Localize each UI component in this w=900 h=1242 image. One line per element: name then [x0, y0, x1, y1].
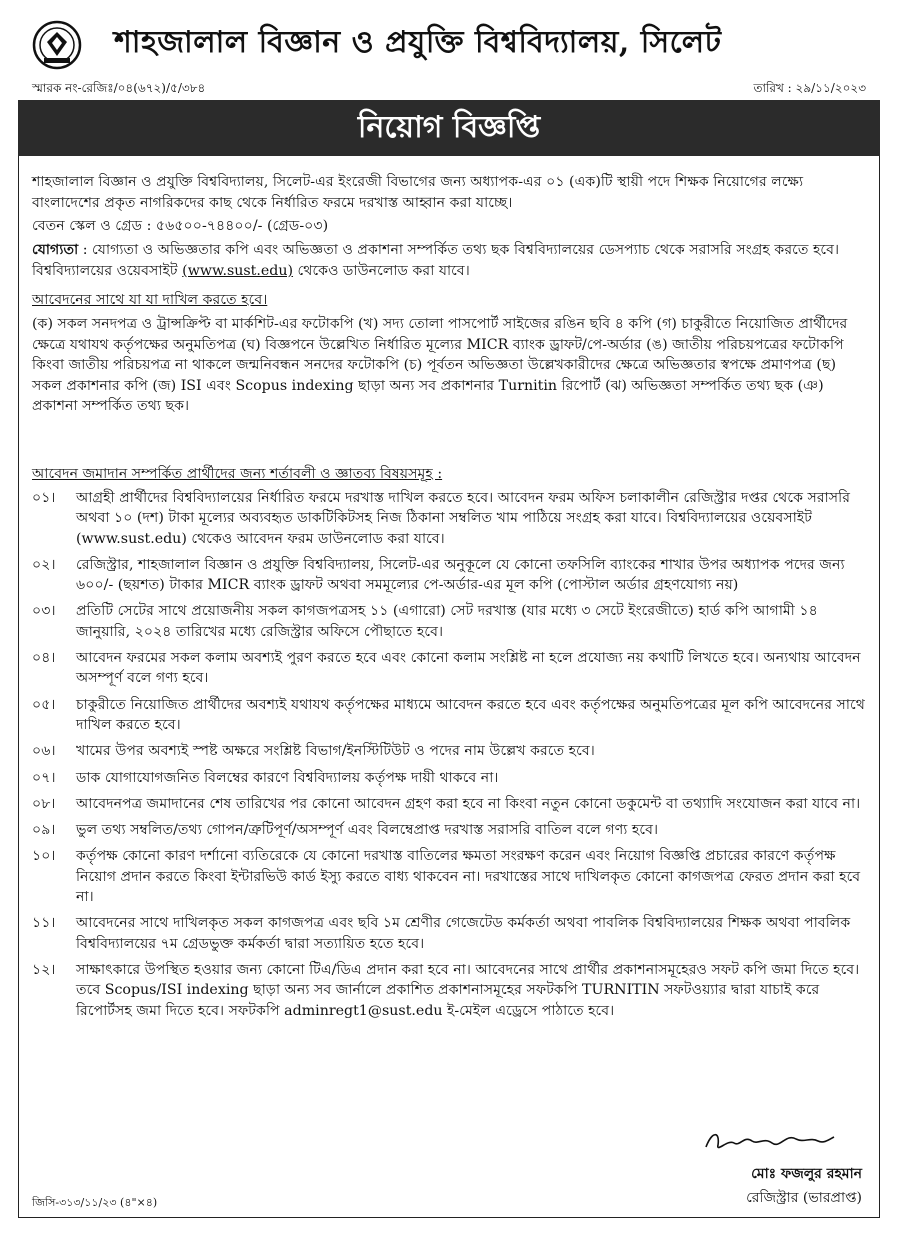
list-item: [32, 695, 868, 736]
documents-list: (ক) সকল সনদপত্র ও ট্রান্সক্রিপ্ট বা মার্কশিট-এর ফটোকপি (খ) সদ্য তোলা পাসপোর্ট সাইজের রঙিন ছবি ৪ কপি (গ) চাকুরীতে নিয়োজিত প্রার্থীদের ক্ষেত্রে যথাযথ কর্তৃপক্ষের অনুমতিপত্র (ঘ) বিজ্ঞপনে উল্লেখিত নির্ধারিত মূল্যের MICR ব্যাংক ড্রাফট/পে-অর্ডার (ঙ) জাতীয় পরিচয়পত্রের ফটোকপি কিংবা জাতীয় পরিচয়পত্র না থাকলে জন্মনিবন্ধন সনদের ফটোকপি (চ) পূর্বতন অভিজ্ঞতা উল্লেখকারীদের ক্ষেত্রে অভিজ্ঞতার স্বপক্ষে প্রমাণপত্র (ছ) সকল প্রকাশনার কপি (জ) ISI এবং Scopus indexing ছাড়া অন্য সব প্রকাশনার Turnitin রিপোর্ট (ঝ) অভিজ্ঞতা সম্পর্কিত তথ্য ছক (ঞ) প্রকাশনা সম্পর্কিত তথ্য ছক।: [32, 316, 848, 415]
qualification-text: : যোগ্যতা ও অভিজ্ঞতার কপি এবং অভিজ্ঞতা ও প্রকাশনা সম্পর্কিত তথ্য ছক বিশ্ববিদ্যালয়ের ডেসপ্যাচ থেকে সরাসরি সংগ্রহ করতে হবে। বিশ্ববিদ্যালয়ের ওয়েবসাইট: [32, 242, 840, 279]
item-text: কর্তৃপক্ষ কোনো কারণ দর্শানো ব্যতিরেকে যে কোনো দরখাস্ত বাতিলের ক্ষমতা সংরক্ষণ করেন এবং নিয়োগ বিজ্ঞপ্তি প্রচারের কারণে কর্তৃপক্ষ নিয়োগ প্রদান করতে কিংবা ইন্টারভিউ কার্ড ইস্যু করতে বাধ্য থাকবেন না। দরখাস্তের সাথে দাখিলকৃত কোনো কাগজপত্র ফেরত প্রদান করা হবে না।: [76, 848, 861, 906]
list-item: [32, 601, 868, 642]
signer-designation: রেজিস্ট্রার (ভারপ্রাপ্ত): [746, 1190, 862, 1206]
memo-reference: স্মারক নং-রেজিঃ/০৪(৬৭২)/৫/৩৮৪: [32, 81, 206, 95]
item-number: ০২।: [32, 556, 56, 573]
govt-code: জিসি-৩১৩/১১/২৩ (৪"×৪): [32, 1196, 158, 1209]
item-number: ০৭।: [32, 769, 56, 786]
item-text: প্রতিটি সেটের সাথে প্রয়োজনীয় সকল কাগজপত্রসহ ১১ (এগারো) সেট দরখাস্ত (যার মধ্যে ৩ সেটে ইংরেজীতে) হার্ড কপি আগামী ১৪ জানুয়ারি, ২০২৪ তারিখের মধ্যে রেজিস্ট্রার অফিসে পৌছাতে হবে।: [76, 603, 818, 640]
signer-name: মোঃ ফজলুর রহমান: [751, 1166, 862, 1182]
list-item: [32, 555, 868, 596]
item-number: ০৮।: [32, 795, 56, 812]
item-text: আবেদন ফরমের সকল কলাম অবশ্যই পুরণ করতে হবে এবং কোনো কলাম সংশ্লিষ্ট না হলে প্রযোজ্য নয় কথাটি লিখতে হবে। অন্যথায় আবেদন অসম্পূর্ণ বলে গণ্য হবে।: [76, 650, 861, 687]
item-text: রেজিস্ট্রার, শাহজালাল বিজ্ঞান ও প্রযুক্তি বিশ্ববিদ্যালয়, সিলেট-এর অনুকূলে যে কোনো তফসিলি ব্যাংকের শাখার উপর অধ্যাপক পদের জন্য ৬০০/- (ছয়শত) টাকার MICR ব্যাংক ড্রাফট অথবা সমমূল্যের পে-অর্ডার-এর মূল কপি (পোস্টাল অর্ডার গ্রহণযোগ্য নয়): [76, 556, 845, 594]
item-number: ১১।: [32, 915, 56, 932]
list-item: [32, 794, 868, 814]
item-number: ১০।: [32, 848, 56, 865]
item-text: ডাক যোগাযোগজনিত বিলম্বের কারণে বিশ্ববিদ্যালয় কর্তৃপক্ষ দায়ী থাকবে না।: [76, 769, 499, 786]
university-seal-icon: [32, 20, 82, 70]
item-number: ০৫।: [32, 696, 56, 713]
item-number: ০১।: [32, 490, 56, 506]
notice-title: নিয়োগ বিজ্ঞপ্তি: [18, 100, 880, 156]
list-item: [32, 913, 868, 954]
list-item: [32, 488, 868, 549]
memo-date: তারিখ : ২৯/১১/২০২৩: [753, 81, 866, 95]
documents-heading: আবেদনের সাথে যা যা দাখিল করতে হবে।: [32, 292, 268, 308]
item-text: ভুল তথ্য সম্বলিত/তথ্য গোপন/ত্রুটিপূর্ণ/অসম্পূর্ণ এবং বিলম্বেপ্রাপ্ত দরখাস্ত সরাসরি বাতিল বলে গণ্য হবে।: [76, 822, 659, 839]
item-number: ০৩।: [32, 603, 56, 620]
list-item: [32, 820, 868, 840]
intro-paragraph: শাহজালাল বিজ্ঞান ও প্রযুক্তি বিশ্ববিদ্যালয়, সিলেট-এর ইংরেজী বিভাগের জন্য অধ্যাপক-এর ০১ (এক)টি স্থায়ী পদে শিক্ষক নিয়োগের লক্ষ্যে বাংলাদেশের প্রকৃত নাগরিকদের কাছ থেকে নির্ধারিত ফরমে দরখাস্ত আহ্বান করা যাচ্ছে।: [32, 174, 804, 211]
conditions-list: [32, 488, 868, 1027]
qualification-tail: থেকেও ডাউনলোড করা যাবে।: [297, 262, 470, 279]
university-name: শাহজালাল বিজ্ঞান ও প্রযুক্তি বিশ্ববিদ্যালয়, সিলেট: [114, 25, 722, 60]
list-item: [32, 768, 868, 788]
qualification-paragraph: [32, 240, 868, 281]
item-text: চাকুরীতে নিয়োজিত প্রার্থীদের অবশ্যই যথাযথ কর্তৃপক্ষের মাধ্যমে আবেদন করতে হবে এবং কর্তৃপক্ষের অনুমতিপত্রের মূল কপি আবেদনের সাথে দাখিল করতে হবে।: [76, 696, 865, 733]
item-text: সাক্ষাৎকারে উপস্থিত হওয়ার জন্য কোনো টিএ/ডিএ প্রদান করা হবে না। আবেদনের সাথে প্রার্থীর প্রকাশনাসমূহেরও সফট কপি জমা দিতে হবে। তবে Scopus/ISI indexing ছাড়া অন্য সব জার্নালে প্রকাশিত প্রকাশনাসমূহের সফটকপি TURNITIN সফটওয়্যার দ্বারা যাচাই করে রিপোর্টসহ জমা দিতে হবে। সফটকপি adminregt1@sust.edu ই-মেইল এড্রেসে পাঠাতে হবে।: [76, 961, 860, 1019]
conditions-heading: আবেদন জমাদান সম্পর্কিত প্রার্থীদের জন্য শর্তাবলী ও জ্ঞাতব্য বিষয়সমূহ :: [32, 466, 443, 482]
item-text: আবেদনের সাথে দাখিলকৃত সকল কাগজপত্র এবং ছবি ১ম শ্রেণীর গেজেটেড কর্মকর্তা অথবা পাবলিক বিশ্ববিদ্যালয়ের শিক্ষক অথবা পাবলিক বিশ্ববিদ্যালয়ের ৭ম গ্রেডভুক্ত কর্মকর্তা দ্বারা সত্যায়িত হতে হবে।: [76, 915, 851, 952]
item-number: ০৬।: [32, 743, 56, 760]
qualification-label: যোগ্যতা: [32, 242, 79, 258]
signature: [700, 1125, 840, 1159]
list-item: [32, 648, 868, 689]
item-number: ১২।: [32, 961, 56, 978]
item-number: ০৯।: [32, 822, 56, 839]
list-item: [32, 846, 868, 907]
list-item: [32, 741, 868, 761]
website-link[interactable]: (www.sust.edu): [182, 262, 294, 279]
list-item: [32, 960, 868, 1021]
item-text: আবেদনপত্র জমাদানের শেষ তারিখের পর কোনো আবেদন গ্রহণ করা হবে না কিংবা নতুন কোনো ডকুমেন্ট বা তথ্যাদি সংযোজন করা যাবে না।: [76, 795, 861, 812]
item-number: ০৪।: [32, 650, 56, 667]
salary-line: বেতন স্কেল ও গ্রেড : ৫৬৫০০-৭৪৪০০/- (গ্রেড-০৩): [32, 218, 329, 234]
item-text: খামের উপর অবশ্যই স্পষ্ট অক্ষরে সংশ্লিষ্ট বিভাগ/ইনস্টিটিউট ও পদের নাম উল্লেখ করতে হবে।: [76, 743, 595, 760]
item-text: আগ্রহী প্রার্থীদের বিশ্ববিদ্যালয়ের নির্ধারিত ফরমে দরখাস্ত দাখিল করতে হবে। আবেদন ফরম অফিস চলাকালীন রেজিস্ট্রার দপ্তর থেকে সরাসরি অথবা ১০ (দশ) টাকা মূল্যের অব্যবহৃত ডাকটিকিটসহ নিজ ঠিকানা সম্বলিত খাম পাঠিয়ে সংগ্রহ করা যাবে। বিশ্ববিদ্যালয়ের ওয়েবসাইট (www.sust.edu) থেকেও আবেদন ফরম ডাউনলোড করা যাবে।: [76, 490, 851, 547]
letterhead: [22, 12, 878, 74]
